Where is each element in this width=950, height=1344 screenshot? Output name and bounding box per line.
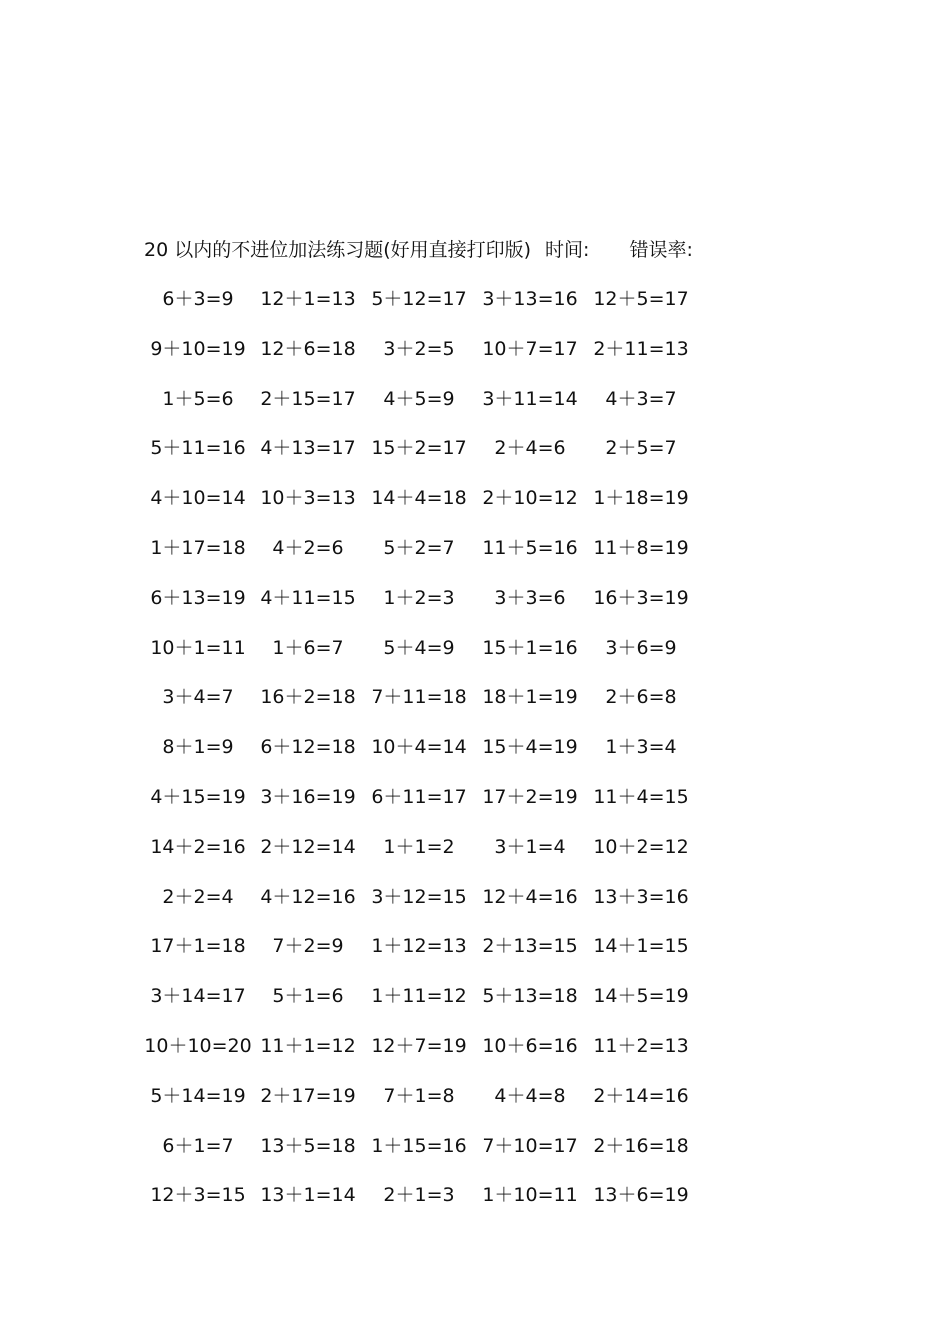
problem-cell: 13＋3=16 (593, 885, 689, 908)
problem-cell: 4＋5=9 (383, 387, 455, 410)
problem-cell: 12＋7=19 (371, 1034, 467, 1057)
problem-cell: 4＋11=15 (260, 586, 356, 609)
problem-cell: 15＋4=19 (482, 736, 578, 759)
problem-cell: 16＋2=18 (260, 686, 356, 709)
problem-cell: 1＋17=18 (150, 536, 246, 559)
problem-cell: 15＋2=17 (371, 437, 467, 460)
problem-cell: 1＋11=12 (371, 985, 467, 1008)
problem-cell: 7＋10=17 (482, 1134, 578, 1157)
problem-cell: 5＋14=19 (150, 1084, 246, 1107)
problem-cell: 6＋12=18 (260, 736, 356, 759)
problem-cell: 7＋2=9 (272, 935, 344, 958)
problem-cell: 1＋12=13 (371, 935, 467, 958)
problem-cell: 1＋5=6 (162, 387, 234, 410)
problem-cell: 18＋1=19 (482, 686, 578, 709)
worksheet-title: 20 以内的不进位加法练习题(好用直接打印版) (144, 239, 532, 261)
problem-cell: 3＋14=17 (150, 985, 246, 1008)
problem-cell: 3＋4=7 (162, 686, 234, 709)
problem-cell: 2＋16=18 (593, 1134, 689, 1157)
problem-cell: 4＋2=6 (272, 536, 344, 559)
problem-cell: 15＋1=16 (482, 636, 578, 659)
problem-cell: 2＋11=13 (593, 337, 689, 360)
problem-cell: 12＋3=15 (150, 1184, 246, 1207)
problem-cell: 14＋4=18 (371, 487, 467, 510)
problem-cell: 10＋6=16 (482, 1034, 578, 1057)
problem-cell: 1＋3=4 (605, 736, 677, 759)
problem-cell: 10＋7=17 (482, 337, 578, 360)
problem-cell: 3＋11=14 (482, 387, 578, 410)
problem-cell: 3＋1=4 (494, 835, 566, 858)
problem-cell: 11＋5=16 (482, 536, 578, 559)
problem-cell: 12＋6=18 (260, 337, 356, 360)
problem-cell: 10＋4=14 (371, 736, 467, 759)
problem-cell: 10＋10=20 (144, 1034, 252, 1057)
problem-cell: 10＋2=12 (593, 835, 689, 858)
problem-cell: 14＋1=15 (593, 935, 689, 958)
problem-cell: 2＋4=6 (494, 437, 566, 460)
problem-cell: 5＋4=9 (383, 636, 455, 659)
problem-cell: 12＋1=13 (260, 288, 356, 310)
problem-cell: 7＋1=8 (383, 1084, 455, 1107)
problem-cell: 17＋2=19 (482, 785, 578, 808)
problem-cell: 3＋2=5 (383, 337, 455, 360)
problem-cell: 2＋6=8 (605, 686, 677, 709)
problem-cell: 11＋4=15 (593, 785, 689, 808)
problem-cell: 11＋8=19 (593, 536, 689, 559)
problem-cell: 1＋10=11 (482, 1184, 578, 1207)
problem-cell: 2＋17=19 (260, 1084, 356, 1107)
problem-cell: 6＋3=9 (162, 288, 234, 310)
problem-cell: 2＋14=16 (593, 1084, 689, 1107)
problem-cell: 2＋2=4 (162, 885, 234, 908)
problem-cell: 12＋4=16 (482, 885, 578, 908)
problem-cell: 6＋11=17 (371, 785, 467, 808)
problem-cell: 4＋13=17 (260, 437, 356, 460)
problem-cell: 4＋4=8 (494, 1084, 566, 1107)
problem-cell: 14＋5=19 (593, 985, 689, 1008)
problem-cell: 4＋3=7 (605, 387, 677, 410)
problem-cell: 13＋1=14 (260, 1184, 356, 1207)
problem-cell: 2＋10=12 (482, 487, 578, 510)
problem-cell: 4＋10=14 (150, 487, 246, 510)
problem-cell: 2＋13=15 (482, 935, 578, 958)
problem-cell: 4＋12=16 (260, 885, 356, 908)
problem-cell: 2＋5=7 (605, 437, 677, 460)
problem-cell: 11＋1=12 (260, 1034, 356, 1057)
problem-cell: 3＋12=15 (371, 885, 467, 908)
problem-cell: 5＋1=6 (272, 985, 344, 1008)
problem-cell: 9＋10=19 (150, 337, 246, 360)
error-rate-label: 错误率: (629, 239, 693, 261)
worksheet-header (144, 236, 693, 264)
problem-cell: 2＋1=3 (383, 1184, 455, 1207)
problem-cell: 3＋3=6 (494, 586, 566, 609)
problem-cell: 1＋15=16 (371, 1134, 467, 1157)
problem-cell: 2＋12=14 (260, 835, 356, 858)
problem-cell: 1＋6=7 (272, 636, 344, 659)
problem-cell: 4＋15=19 (150, 785, 246, 808)
problem-cell: 14＋2=16 (150, 835, 246, 858)
problem-cell: 1＋2=3 (383, 586, 455, 609)
problem-cell: 5＋2=7 (383, 536, 455, 559)
problem-cell: 5＋13=18 (482, 985, 578, 1008)
problem-cell: 2＋15=17 (260, 387, 356, 410)
problem-cell: 10＋3=13 (260, 487, 356, 510)
problem-cell: 12＋5=17 (593, 288, 689, 310)
problem-cell: 13＋6=19 (593, 1184, 689, 1207)
problem-cell: 11＋2=13 (593, 1034, 689, 1057)
problem-cell: 8＋1=9 (162, 736, 234, 759)
time-label: 时间: (545, 239, 590, 261)
problem-cell: 3＋6=9 (605, 636, 677, 659)
problem-cell: 6＋1=7 (162, 1134, 234, 1157)
problem-cell: 1＋1=2 (383, 835, 455, 858)
problem-cell: 17＋1=18 (150, 935, 246, 958)
problem-cell: 6＋13=19 (150, 586, 246, 609)
problem-cell: 5＋11=16 (150, 437, 246, 460)
problem-cell: 5＋12=17 (371, 288, 467, 310)
problem-cell: 13＋5=18 (260, 1134, 356, 1157)
problem-cell: 3＋16=19 (260, 785, 356, 808)
problem-cell: 7＋11=18 (371, 686, 467, 709)
problem-cell: 16＋3=19 (593, 586, 689, 609)
problem-cell: 10＋1=11 (150, 636, 246, 659)
problem-cell: 1＋18=19 (593, 487, 689, 510)
problem-cell: 3＋13=16 (482, 288, 578, 310)
